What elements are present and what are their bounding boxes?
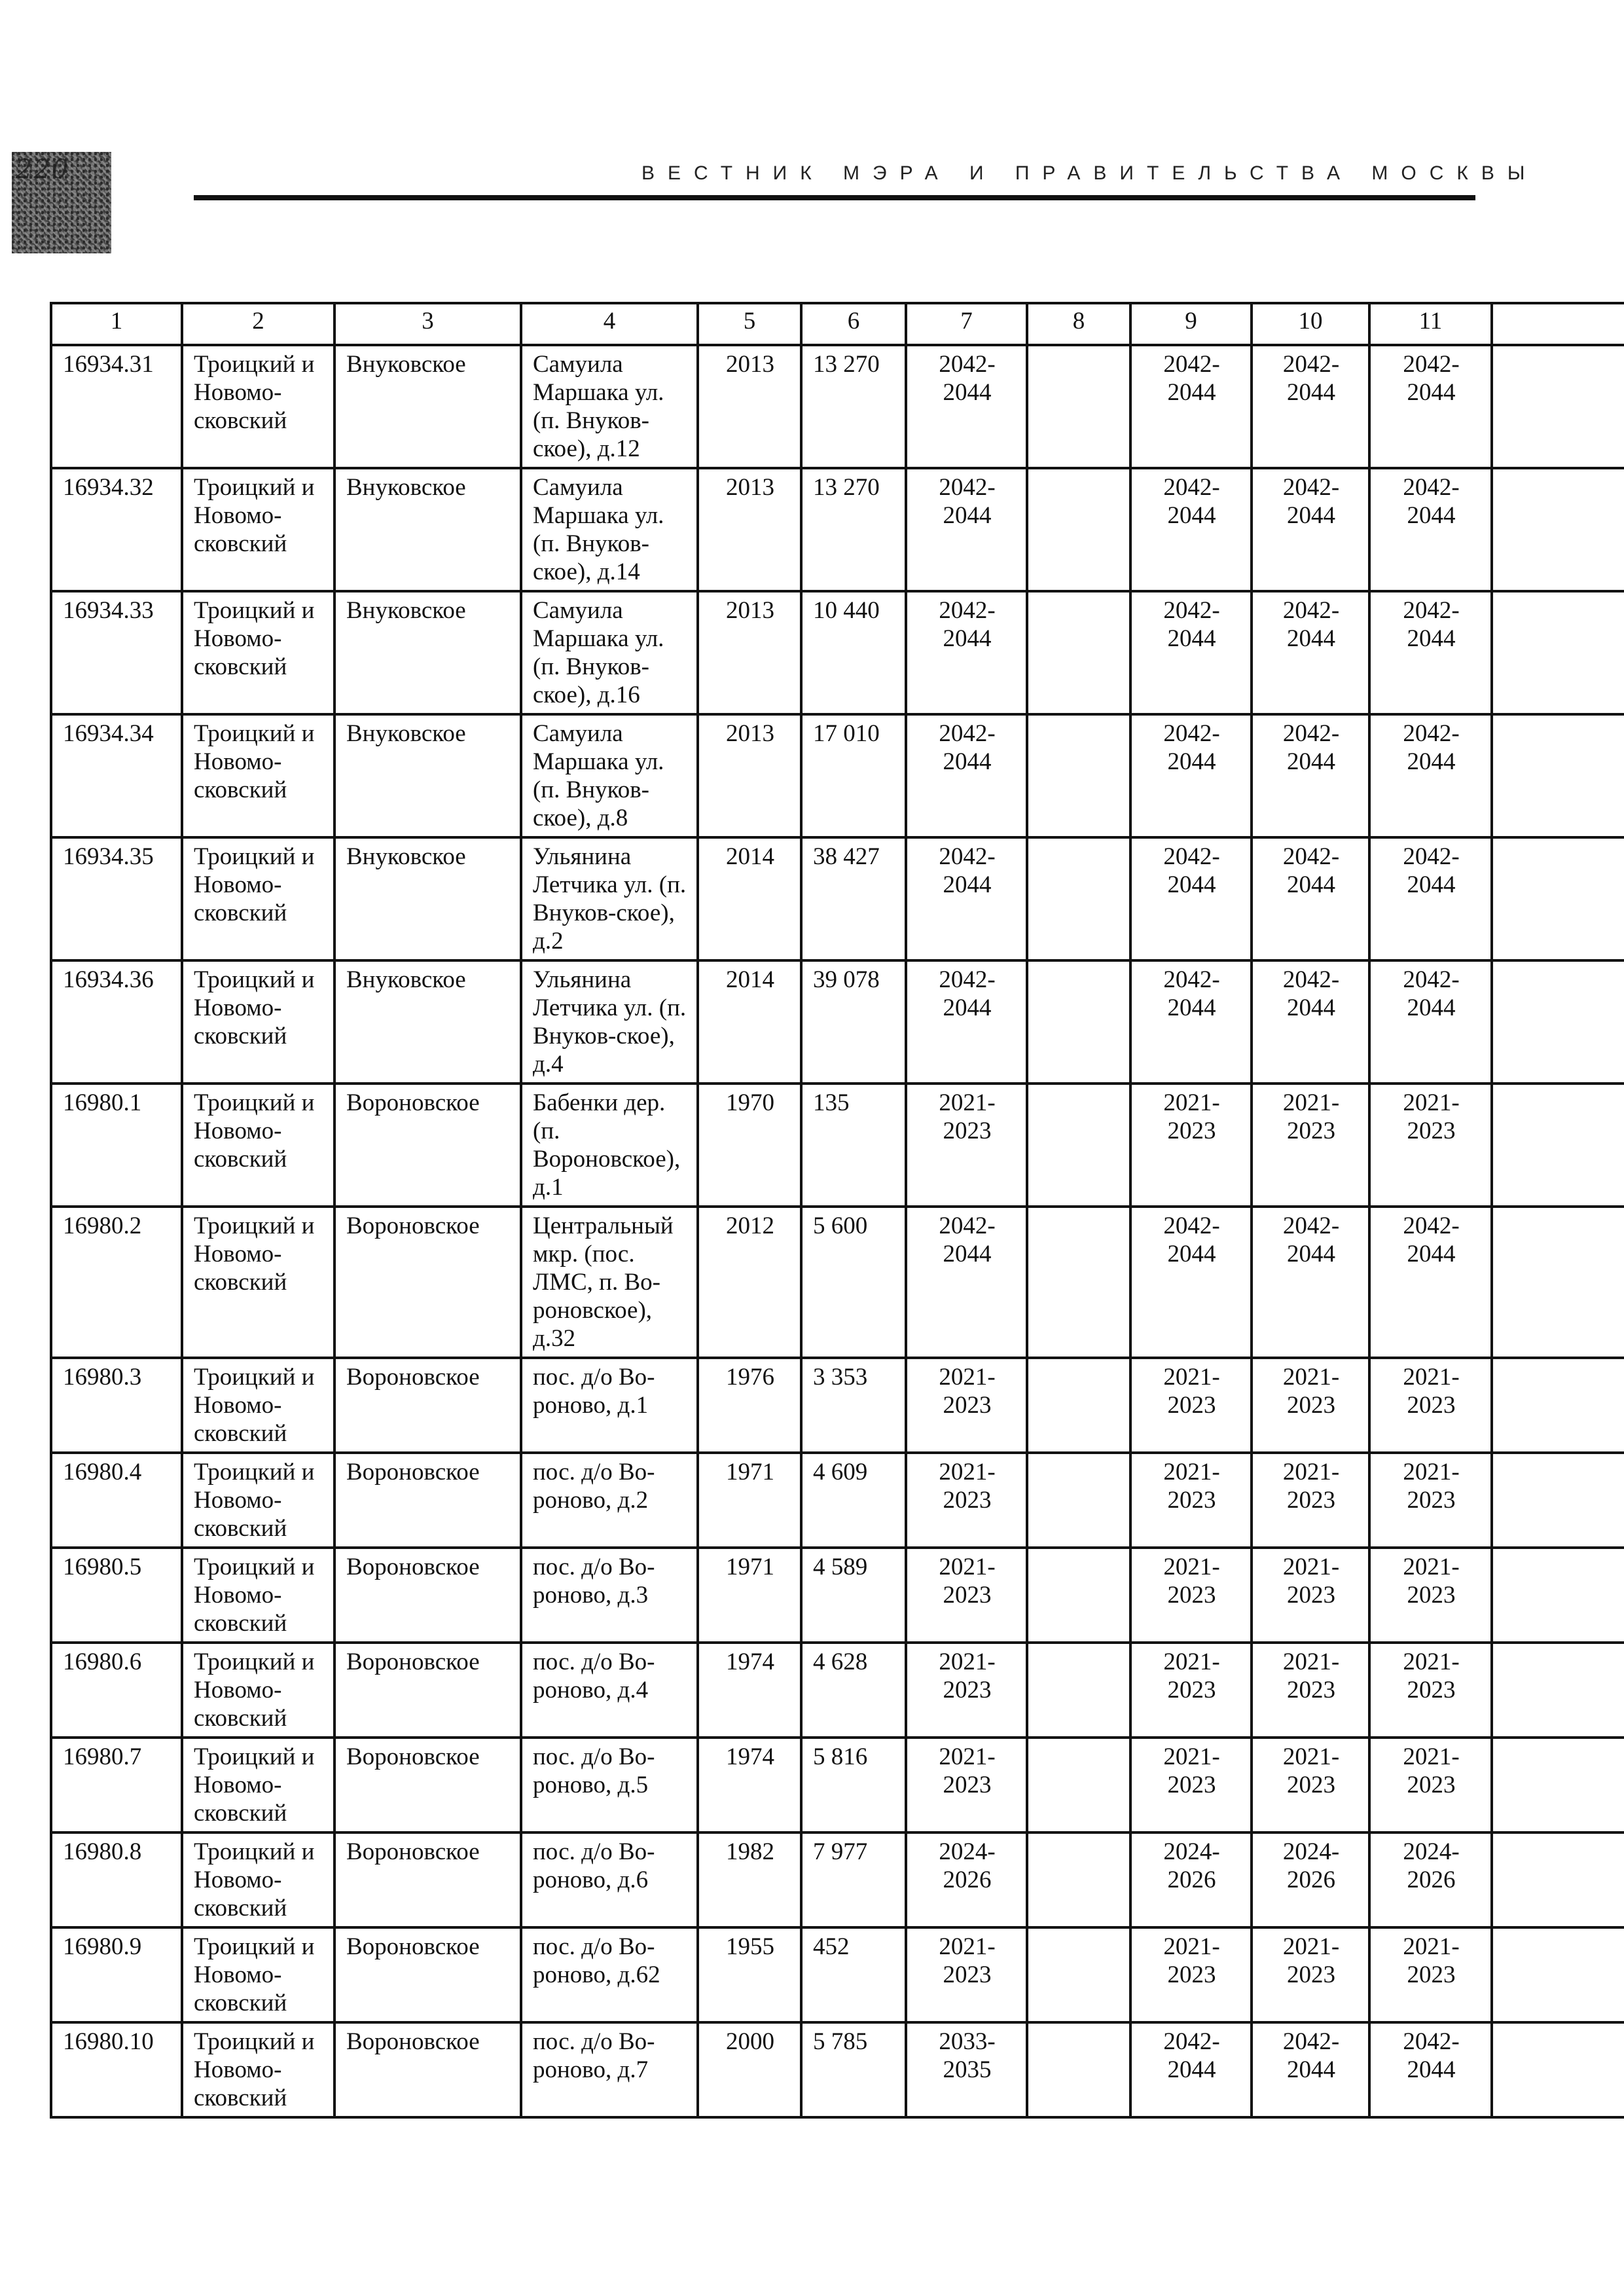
period-col-11-cell: 2042-2044: [1369, 837, 1492, 960]
area-cell: 4 589: [801, 1548, 906, 1643]
settlement-cell: Вороновское: [334, 1927, 521, 2022]
area-cell: 7 977: [801, 1832, 906, 1927]
area-cell: 5 600: [801, 1207, 906, 1358]
table-row: [51, 1548, 1624, 1643]
period-col-10-cell: 2042-2044: [1252, 2022, 1369, 2117]
period-col-8-cell: [1027, 1453, 1130, 1548]
period-col-11-cell: 2024-2026: [1369, 1832, 1492, 1927]
table-row: [51, 345, 1624, 468]
area-cell: 17 010: [801, 714, 906, 837]
column-12-cell: [1492, 714, 1624, 837]
area-cell: 38 427: [801, 837, 906, 960]
record-id-cell: 16934.36: [51, 960, 182, 1084]
area-cell: 13 270: [801, 468, 906, 591]
period-col-7-cell: 2042-2044: [906, 591, 1027, 714]
period-col-9-cell: 2021-2023: [1130, 1084, 1252, 1207]
settlement-cell: Внуковское: [334, 345, 521, 468]
period-col-10-cell: 2021-2023: [1252, 1453, 1369, 1548]
record-id-cell: 16980.7: [51, 1738, 182, 1832]
period-col-11-cell: 2042-2044: [1369, 714, 1492, 837]
column-12-cell: [1492, 960, 1624, 1084]
period-col-10-cell: 2042-2044: [1252, 1207, 1369, 1358]
table-row: [51, 960, 1624, 1084]
period-col-11-cell: 2021-2023: [1369, 1643, 1492, 1738]
period-col-10-cell: 2021-2023: [1252, 1927, 1369, 2022]
build-year-cell: 1982: [698, 1832, 801, 1927]
period-col-11-cell: 2042-2044: [1369, 960, 1492, 1084]
build-year-cell: 2013: [698, 468, 801, 591]
column-header-10: 10: [1252, 303, 1369, 345]
period-col-8-cell: [1027, 468, 1130, 591]
page-number: 220: [16, 155, 70, 185]
settlement-cell: Вороновское: [334, 1084, 521, 1207]
period-col-8-cell: [1027, 960, 1130, 1084]
column-header-2: 2: [182, 303, 334, 345]
period-col-7-cell: 2024-2026: [906, 1832, 1027, 1927]
address-cell: пос. д/о Во-роново, д.6: [521, 1832, 698, 1927]
area-cell: 10 440: [801, 591, 906, 714]
district-cell: Троицкий и Новомо-сковский: [182, 1453, 334, 1548]
table-row: [51, 1453, 1624, 1548]
district-cell: Троицкий и Новомо-сковский: [182, 1358, 334, 1453]
district-cell: Троицкий и Новомо-сковский: [182, 1084, 334, 1207]
period-col-9-cell: 2042-2044: [1130, 468, 1252, 591]
period-col-11-cell: 2021-2023: [1369, 1358, 1492, 1453]
table-row: [51, 2022, 1624, 2117]
period-col-9-cell: 2042-2044: [1130, 714, 1252, 837]
period-col-7-cell: 2042-2044: [906, 714, 1027, 837]
record-id-cell: 16980.4: [51, 1453, 182, 1548]
table-row: [51, 468, 1624, 591]
period-col-9-cell: 2042-2044: [1130, 960, 1252, 1084]
address-cell: пос. д/о Во-роново, д.5: [521, 1738, 698, 1832]
address-cell: пос. д/о Во-роново, д.1: [521, 1358, 698, 1453]
build-year-cell: 1955: [698, 1927, 801, 2022]
area-cell: 452: [801, 1927, 906, 2022]
area-cell: 4 609: [801, 1453, 906, 1548]
period-col-8-cell: [1027, 837, 1130, 960]
period-col-8-cell: [1027, 2022, 1130, 2117]
period-col-7-cell: 2042-2044: [906, 837, 1027, 960]
district-cell: Троицкий и Новомо-сковский: [182, 1548, 334, 1643]
address-cell: пос. д/о Во-роново, д.7: [521, 2022, 698, 2117]
record-id-cell: 16934.34: [51, 714, 182, 837]
table-row: [51, 1643, 1624, 1738]
period-col-11-cell: 2021-2023: [1369, 1084, 1492, 1207]
settlement-cell: Вороновское: [334, 1453, 521, 1548]
settlement-cell: Внуковское: [334, 714, 521, 837]
record-id-cell: 16980.5: [51, 1548, 182, 1643]
record-id-cell: 16980.10: [51, 2022, 182, 2117]
area-cell: 5 785: [801, 2022, 906, 2117]
settlement-cell: Вороновское: [334, 1738, 521, 1832]
period-col-9-cell: 2042-2044: [1130, 837, 1252, 960]
record-id-cell: 16980.3: [51, 1358, 182, 1453]
build-year-cell: 2013: [698, 714, 801, 837]
table-row: [51, 591, 1624, 714]
period-col-7-cell: 2042-2044: [906, 468, 1027, 591]
table-row: [51, 1927, 1624, 2022]
period-col-11-cell: 2042-2044: [1369, 345, 1492, 468]
settlement-cell: Внуковское: [334, 960, 521, 1084]
period-col-8-cell: [1027, 1084, 1130, 1207]
column-12-cell: [1492, 1548, 1624, 1643]
table-body: [51, 345, 1624, 2117]
period-col-11-cell: 2042-2044: [1369, 1207, 1492, 1358]
period-col-9-cell: 2021-2023: [1130, 1643, 1252, 1738]
build-year-cell: 1971: [698, 1453, 801, 1548]
address-cell: Самуила Маршака ул. (п. Внуков-ское), д.14: [521, 468, 698, 591]
header-rule: [194, 195, 1475, 200]
build-year-cell: 2000: [698, 2022, 801, 2117]
period-col-8-cell: [1027, 714, 1130, 837]
build-year-cell: 1976: [698, 1358, 801, 1453]
area-cell: 3 353: [801, 1358, 906, 1453]
column-header-12: [1492, 303, 1624, 345]
column-header-9: 9: [1130, 303, 1252, 345]
district-cell: Троицкий и Новомо-сковский: [182, 345, 334, 468]
district-cell: Троицкий и Новомо-сковский: [182, 591, 334, 714]
period-col-9-cell: 2042-2044: [1130, 2022, 1252, 2117]
address-cell: Ульянина Летчика ул. (п. Внуков-ское), д.4: [521, 960, 698, 1084]
period-col-7-cell: 2042-2044: [906, 345, 1027, 468]
period-col-7-cell: 2021-2023: [906, 1453, 1027, 1548]
period-col-10-cell: 2021-2023: [1252, 1738, 1369, 1832]
district-cell: Троицкий и Новомо-сковский: [182, 1927, 334, 2022]
period-col-7-cell: 2042-2044: [906, 1207, 1027, 1358]
build-year-cell: 2013: [698, 591, 801, 714]
build-year-cell: 2014: [698, 960, 801, 1084]
period-col-7-cell: 2021-2023: [906, 1548, 1027, 1643]
period-col-10-cell: 2021-2023: [1252, 1643, 1369, 1738]
column-number-row: [51, 303, 1624, 345]
build-year-cell: 1971: [698, 1548, 801, 1643]
period-col-8-cell: [1027, 1548, 1130, 1643]
period-col-10-cell: 2042-2044: [1252, 960, 1369, 1084]
column-header-11: 11: [1369, 303, 1492, 345]
record-id-cell: 16980.2: [51, 1207, 182, 1358]
table-row: [51, 837, 1624, 960]
period-col-9-cell: 2024-2026: [1130, 1832, 1252, 1927]
address-cell: пос. д/о Во-роново, д.3: [521, 1548, 698, 1643]
period-col-10-cell: 2042-2044: [1252, 837, 1369, 960]
period-col-9-cell: 2042-2044: [1130, 1207, 1252, 1358]
period-col-8-cell: [1027, 1358, 1130, 1453]
column-12-cell: [1492, 1453, 1624, 1548]
settlement-cell: Вороновское: [334, 1358, 521, 1453]
column-12-cell: [1492, 2022, 1624, 2117]
build-year-cell: 2014: [698, 837, 801, 960]
record-id-cell: 16980.8: [51, 1832, 182, 1927]
period-col-10-cell: 2042-2044: [1252, 591, 1369, 714]
settlement-cell: Вороновское: [334, 1548, 521, 1643]
period-col-8-cell: [1027, 591, 1130, 714]
column-12-cell: [1492, 1738, 1624, 1832]
period-col-9-cell: 2021-2023: [1130, 1548, 1252, 1643]
column-12-cell: [1492, 591, 1624, 714]
period-col-11-cell: 2042-2044: [1369, 2022, 1492, 2117]
column-12-cell: [1492, 345, 1624, 468]
column-header-3: 3: [334, 303, 521, 345]
period-col-9-cell: 2042-2044: [1130, 345, 1252, 468]
column-12-cell: [1492, 1358, 1624, 1453]
period-col-8-cell: [1027, 1738, 1130, 1832]
period-col-10-cell: 2024-2026: [1252, 1832, 1369, 1927]
district-cell: Троицкий и Новомо-сковский: [182, 1207, 334, 1358]
period-col-8-cell: [1027, 1643, 1130, 1738]
settlement-cell: Внуковское: [334, 468, 521, 591]
table-row: [51, 1084, 1624, 1207]
page-number-block: [12, 152, 111, 253]
period-col-10-cell: 2042-2044: [1252, 468, 1369, 591]
address-cell: Самуила Маршака ул. (п. Внуков-ское), д.12: [521, 345, 698, 468]
column-header-1: 1: [51, 303, 182, 345]
column-12-cell: [1492, 1084, 1624, 1207]
settlement-cell: Внуковское: [334, 837, 521, 960]
period-col-8-cell: [1027, 1207, 1130, 1358]
record-id-cell: 16980.9: [51, 1927, 182, 2022]
record-id-cell: 16934.33: [51, 591, 182, 714]
address-cell: Центральный мкр. (пос. ЛМС, п. Во-роновское), д.32: [521, 1207, 698, 1358]
period-col-8-cell: [1027, 1832, 1130, 1927]
build-year-cell: 2012: [698, 1207, 801, 1358]
period-col-10-cell: 2021-2023: [1252, 1548, 1369, 1643]
address-cell: Ульянина Летчика ул. (п. Внуков-ское), д.2: [521, 837, 698, 960]
period-col-7-cell: 2021-2023: [906, 1738, 1027, 1832]
district-cell: Троицкий и Новомо-сковский: [182, 2022, 334, 2117]
build-year-cell: 1974: [698, 1643, 801, 1738]
data-table: [50, 302, 1624, 2119]
running-title: ВЕСТНИК МЭРА И ПРАВИТЕЛЬСТВА МОСКВЫ: [641, 162, 1538, 184]
column-header-7: 7: [906, 303, 1027, 345]
address-cell: Самуила Маршака ул. (п. Внуков-ское), д.16: [521, 591, 698, 714]
settlement-cell: Вороновское: [334, 2022, 521, 2117]
column-12-cell: [1492, 1927, 1624, 2022]
period-col-9-cell: 2021-2023: [1130, 1453, 1252, 1548]
district-cell: Троицкий и Новомо-сковский: [182, 714, 334, 837]
period-col-7-cell: 2042-2044: [906, 960, 1027, 1084]
period-col-11-cell: 2042-2044: [1369, 591, 1492, 714]
build-year-cell: 1970: [698, 1084, 801, 1207]
table-row: [51, 1832, 1624, 1927]
period-col-7-cell: 2021-2023: [906, 1358, 1027, 1453]
district-cell: Троицкий и Новомо-сковский: [182, 468, 334, 591]
period-col-7-cell: 2021-2023: [906, 1084, 1027, 1207]
settlement-cell: Вороновское: [334, 1643, 521, 1738]
address-cell: пос. д/о Во-роново, д.2: [521, 1453, 698, 1548]
column-12-cell: [1492, 1832, 1624, 1927]
period-col-7-cell: 2033-2035: [906, 2022, 1027, 2117]
period-col-11-cell: 2021-2023: [1369, 1738, 1492, 1832]
district-cell: Троицкий и Новомо-сковский: [182, 1643, 334, 1738]
period-col-10-cell: 2021-2023: [1252, 1358, 1369, 1453]
period-col-10-cell: 2042-2044: [1252, 714, 1369, 837]
column-12-cell: [1492, 837, 1624, 960]
table-row: [51, 1738, 1624, 1832]
table-row: [51, 1358, 1624, 1453]
period-col-9-cell: 2021-2023: [1130, 1358, 1252, 1453]
district-cell: Троицкий и Новомо-сковский: [182, 1832, 334, 1927]
address-cell: пос. д/о Во-роново, д.62: [521, 1927, 698, 2022]
record-id-cell: 16934.32: [51, 468, 182, 591]
area-cell: 5 816: [801, 1738, 906, 1832]
column-12-cell: [1492, 1643, 1624, 1738]
district-cell: Троицкий и Новомо-сковский: [182, 1738, 334, 1832]
period-col-10-cell: 2042-2044: [1252, 345, 1369, 468]
period-col-10-cell: 2021-2023: [1252, 1084, 1369, 1207]
column-header-6: 6: [801, 303, 906, 345]
record-id-cell: 16980.1: [51, 1084, 182, 1207]
period-col-9-cell: 2021-2023: [1130, 1927, 1252, 2022]
build-year-cell: 2013: [698, 345, 801, 468]
district-cell: Троицкий и Новомо-сковский: [182, 960, 334, 1084]
table-row: [51, 714, 1624, 837]
area-cell: 135: [801, 1084, 906, 1207]
record-id-cell: 16934.35: [51, 837, 182, 960]
period-col-9-cell: 2021-2023: [1130, 1738, 1252, 1832]
settlement-cell: Вороновское: [334, 1832, 521, 1927]
period-col-11-cell: 2021-2023: [1369, 1453, 1492, 1548]
column-header-8: 8: [1027, 303, 1130, 345]
column-header-5: 5: [698, 303, 801, 345]
period-col-9-cell: 2042-2044: [1130, 591, 1252, 714]
column-header-4: 4: [521, 303, 698, 345]
period-col-11-cell: 2021-2023: [1369, 1548, 1492, 1643]
area-cell: 4 628: [801, 1643, 906, 1738]
table-row: [51, 1207, 1624, 1358]
area-cell: 13 270: [801, 345, 906, 468]
address-cell: пос. д/о Во-роново, д.4: [521, 1643, 698, 1738]
column-12-cell: [1492, 468, 1624, 591]
settlement-cell: Вороновское: [334, 1207, 521, 1358]
record-id-cell: 16980.6: [51, 1643, 182, 1738]
period-col-8-cell: [1027, 345, 1130, 468]
address-cell: Бабенки дер. (п. Вороновское), д.1: [521, 1084, 698, 1207]
period-col-8-cell: [1027, 1927, 1130, 2022]
period-col-11-cell: 2042-2044: [1369, 468, 1492, 591]
record-id-cell: 16934.31: [51, 345, 182, 468]
settlement-cell: Внуковское: [334, 591, 521, 714]
address-cell: Самуила Маршака ул. (п. Внуков-ское), д.8: [521, 714, 698, 837]
build-year-cell: 1974: [698, 1738, 801, 1832]
column-12-cell: [1492, 1207, 1624, 1358]
area-cell: 39 078: [801, 960, 906, 1084]
period-col-11-cell: 2021-2023: [1369, 1927, 1492, 2022]
period-col-7-cell: 2021-2023: [906, 1643, 1027, 1738]
period-col-7-cell: 2021-2023: [906, 1927, 1027, 2022]
district-cell: Троицкий и Новомо-сковский: [182, 837, 334, 960]
